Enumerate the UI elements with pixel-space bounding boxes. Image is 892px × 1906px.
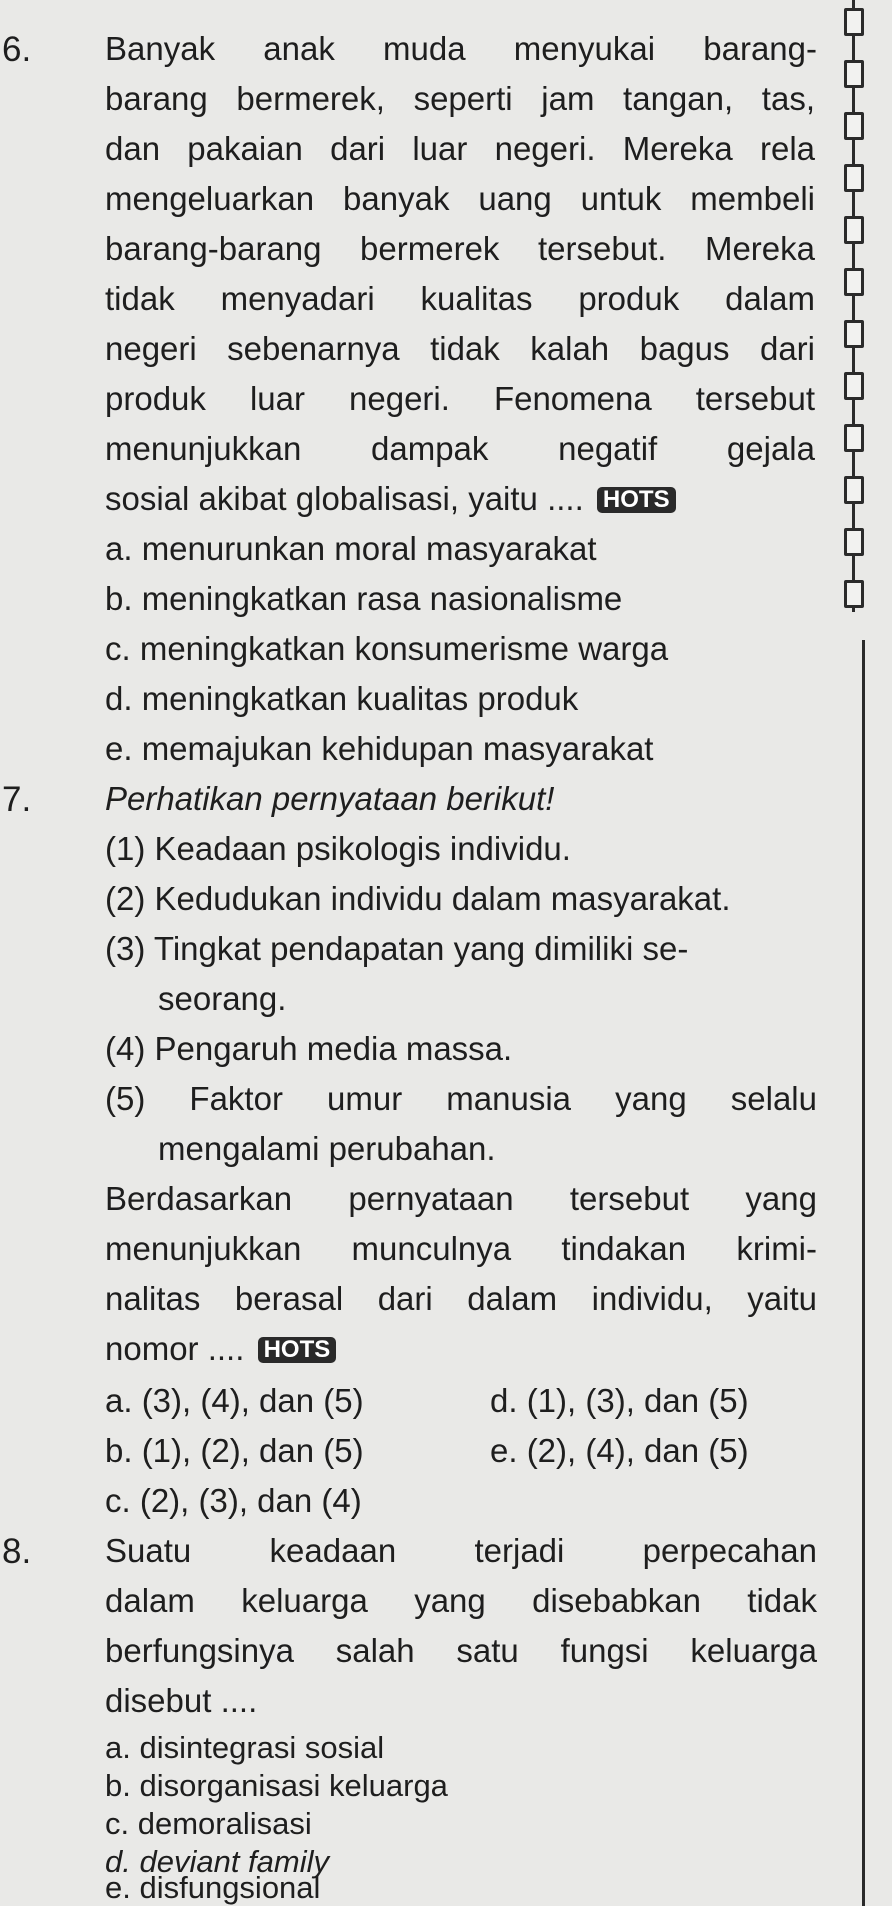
question-6-text-line: barang-barang bermerek tersebut. Mereka xyxy=(105,230,815,267)
hots-badge: HOTS xyxy=(258,1337,337,1363)
question-6-text-line: tidak menyadari kualitas produk dalam xyxy=(105,280,815,317)
question-6-option-b[interactable]: b. meningkatkan rasa nasionalisme xyxy=(105,580,623,617)
question-7-option-e[interactable]: e. (2), (4), dan (5) xyxy=(490,1432,749,1469)
statement-item: (1) Keadaan psikologis individu. xyxy=(105,830,571,867)
binding-hole xyxy=(844,424,864,452)
binding-hole xyxy=(844,268,864,296)
question-8-option-c[interactable]: c. demoralisasi xyxy=(105,1806,312,1841)
question-6-text-line: menunjukkan dampak negatif gejala xyxy=(105,430,815,467)
question-7-text-line: nalitas berasal dari dalam individu, yaitu xyxy=(105,1280,817,1317)
binding-hole xyxy=(844,216,864,244)
question-6-option-d[interactable]: d. meningkatkan kualitas produk xyxy=(105,680,579,717)
question-6-text-line: dan pakaian dari luar negeri. Mereka rela xyxy=(105,130,815,167)
question-6-text-line: mengeluarkan banyak uang untuk membeli xyxy=(105,180,815,217)
question-8-text-line: disebut .... xyxy=(105,1682,258,1719)
statement-item-continued: mengalami perubahan. xyxy=(158,1130,496,1167)
question-6-text-line: produk luar negeri. Fenomena tersebut xyxy=(105,380,815,417)
statement-item: (5) Faktor umur manusia yang selalu xyxy=(105,1080,817,1117)
question-7-option-d[interactable]: d. (1), (3), dan (5) xyxy=(490,1382,749,1419)
question-7-intro: Perhatikan pernyataan berikut! xyxy=(105,780,555,817)
binding-hole xyxy=(844,372,864,400)
question-7-text-last xyxy=(105,1332,336,1365)
binding-hole xyxy=(844,164,864,192)
question-6-text-line: Banyak anak muda menyukai barang- xyxy=(105,30,817,67)
question-6-text-last xyxy=(105,482,676,515)
question-7-option-c[interactable]: c. (2), (3), dan (4) xyxy=(105,1482,362,1519)
binding-hole xyxy=(844,60,864,88)
question-6-number: 6. xyxy=(2,30,32,69)
question-8-text-line: dalam keluarga yang disebabkan tidak xyxy=(105,1582,817,1619)
question-6-text-line: sosial akibat globalisasi, yaitu .... xyxy=(105,480,584,517)
binding-hole xyxy=(844,320,864,348)
question-8-option-b[interactable]: b. disorganisasi keluarga xyxy=(105,1768,448,1803)
question-8-text-line: berfungsinya salah satu fungsi keluarga xyxy=(105,1632,817,1669)
statement-item: (3) Tingkat pendapatan yang dimiliki se- xyxy=(105,930,689,967)
question-8-text-line: Suatu keadaan terjadi perpecahan xyxy=(105,1532,817,1569)
statement-item-continued: seorang. xyxy=(158,980,287,1017)
question-7-text-line: Berdasarkan pernyataan tersebut yang xyxy=(105,1180,817,1217)
binding-hole xyxy=(844,476,864,504)
page-edge-line xyxy=(862,640,865,1906)
question-6-text-line: negeri sebenarnya tidak kalah bagus dari xyxy=(105,330,815,367)
question-7-option-b[interactable]: b. (1), (2), dan (5) xyxy=(105,1432,364,1469)
binding-hole xyxy=(844,8,864,36)
binding-line-top xyxy=(852,0,855,612)
question-6-option-c[interactable]: c. meningkatkan konsumerisme warga xyxy=(105,630,669,667)
question-8-number: 8. xyxy=(2,1532,32,1571)
hots-badge: HOTS xyxy=(597,487,676,513)
question-8-option-d[interactable]: d. deviant family xyxy=(105,1844,329,1879)
statement-item: (4) Pengaruh media massa. xyxy=(105,1030,513,1067)
binding-hole xyxy=(844,528,864,556)
question-6-option-e[interactable]: e. memajukan kehidupan masyarakat xyxy=(105,730,654,767)
statement-item: (2) Kedudukan individu dalam masyarakat. xyxy=(105,880,731,917)
question-8-option-a[interactable]: a. disintegrasi sosial xyxy=(105,1730,385,1765)
question-6-text-line: barang bermerek, seperti jam tangan, tas, xyxy=(105,80,815,117)
question-7-text-line: nomor .... xyxy=(105,1330,245,1367)
question-7-number: 7. xyxy=(2,780,32,819)
binding-hole xyxy=(844,580,864,608)
binding-hole xyxy=(844,112,864,140)
question-7-text-line: menunjukkan munculnya tindakan krimi- xyxy=(105,1230,817,1267)
question-7-option-a[interactable]: a. (3), (4), dan (5) xyxy=(105,1382,364,1419)
question-8-option-e[interactable]: e. disfungsional xyxy=(105,1870,321,1905)
question-6-option-a[interactable]: a. menurunkan moral masyarakat xyxy=(105,530,597,567)
